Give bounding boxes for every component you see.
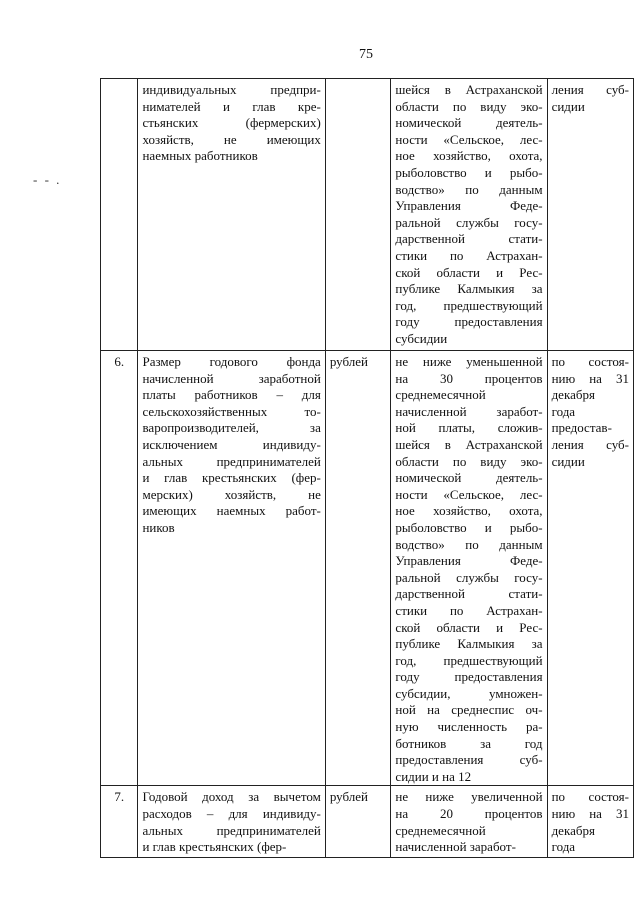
text-line: ральной службы госу-	[395, 214, 543, 230]
text-line: по состоя-	[551, 789, 629, 805]
reference-date	[547, 351, 633, 786]
text-line: ления суб-	[551, 436, 629, 452]
text-line: сидии	[551, 453, 585, 469]
text-line: ской области и Рес-	[395, 264, 543, 280]
indicator-value	[391, 79, 547, 351]
text-line: ности «Сельское, лес-	[395, 131, 543, 147]
text-line: начисленной заработной	[142, 370, 321, 386]
indicator-name	[138, 79, 325, 351]
text-line: хозяйств, не имеющих	[142, 131, 321, 147]
text-line: имеющих наемных работ-	[142, 503, 321, 519]
text-line: номической деятель-	[395, 470, 543, 486]
text-line: расходов – для индивиду-	[142, 806, 321, 822]
text-line: области по виду эко-	[395, 453, 543, 469]
text-line: платы работников – для	[142, 387, 321, 403]
text-line: ной на среднеспис оч-	[395, 702, 543, 718]
text-line: сидии и на 12	[395, 768, 472, 784]
text-line: на 30 процентов	[395, 370, 543, 386]
text-line: сидии	[551, 98, 585, 114]
row-number: 7.	[101, 786, 138, 858]
text-line: стики по Астрахан-	[395, 247, 543, 263]
text-line: и глав крестьянских (фер-	[142, 470, 321, 486]
text-line: ской области и Рес-	[395, 619, 543, 635]
text-line: публике Калмыкия за	[395, 636, 543, 652]
text-line: альных предпринимателей	[142, 822, 321, 838]
text-line: начисленной заработ-	[395, 839, 516, 855]
text-line: начисленной заработ-	[395, 403, 543, 419]
text-line: предостав-	[551, 420, 612, 436]
reference-date	[547, 79, 633, 351]
text-line: стьянских (фермерских)	[142, 115, 321, 131]
text-line: исключением индивиду-	[142, 436, 321, 452]
text-line: мерских) хозяйств, не	[142, 486, 321, 502]
text-line: ной платы, сложив-	[395, 420, 543, 436]
text-line: не ниже уменьшенной	[395, 354, 543, 369]
row-number: 6.	[101, 351, 138, 786]
text-line: Размер годового фонда	[142, 354, 321, 369]
text-line: ления суб-	[551, 82, 629, 97]
text-line: декабря	[551, 387, 595, 403]
text-line: среднемесячной	[395, 387, 486, 403]
unit-of-measure: рублей	[325, 786, 391, 858]
text-line: ральной службы госу-	[395, 569, 543, 585]
text-line: ботников за год	[395, 735, 543, 751]
text-line: публике Калмыкия за	[395, 281, 543, 297]
text-line: индивидуальных предпри-	[142, 82, 321, 97]
table-row	[101, 786, 634, 858]
unit-of-measure: рублей	[325, 351, 391, 786]
text-line: на 20 процентов	[395, 806, 543, 822]
text-line: субсидии, умножен-	[395, 685, 543, 701]
text-line: стики по Астрахан-	[395, 602, 543, 618]
indicators-table	[100, 78, 634, 858]
row-number	[101, 79, 138, 351]
indicator-name	[138, 351, 325, 786]
text-line: области по виду эко-	[395, 98, 543, 114]
indicator-name	[138, 786, 325, 858]
text-line: году предоставления	[395, 669, 543, 685]
table-row	[101, 79, 634, 351]
text-line: шейся в Астраханской	[395, 82, 543, 97]
text-line: рыболовство и рыбо-	[395, 519, 543, 535]
text-line: сельскохозяйственных то-	[142, 403, 321, 419]
text-line: ное хозяйство, охота,	[395, 503, 543, 519]
text-line: года	[551, 839, 576, 855]
text-line: варопроизводителей, за	[142, 420, 321, 436]
text-line: предоставления суб-	[395, 752, 543, 768]
text-line: среднемесячной	[395, 822, 486, 838]
indicator-value	[391, 351, 547, 786]
text-line: по состоя-	[551, 354, 629, 369]
margin-mark: - - .	[33, 172, 62, 187]
text-line: дарственной стати-	[395, 586, 543, 602]
text-line: ников	[142, 519, 175, 535]
text-line: альных предпринимателей	[142, 453, 321, 469]
table-row	[101, 351, 634, 786]
text-line: рыболовство и рыбо-	[395, 164, 543, 180]
text-line: шейся в Астраханской	[395, 436, 543, 452]
reference-date	[547, 786, 633, 858]
text-line: год, предшествующий	[395, 297, 543, 313]
text-line: ности «Сельское, лес-	[395, 486, 543, 502]
text-line: Годовой доход за вычетом	[142, 789, 321, 805]
text-line: года	[551, 403, 576, 419]
text-line: декабря	[551, 822, 595, 838]
text-line: дарственной стати-	[395, 231, 543, 247]
text-line: Управления Феде-	[395, 198, 543, 214]
text-line: водство» по данным	[395, 536, 543, 552]
page-number: 75	[359, 47, 373, 62]
text-line: субсидии	[395, 330, 448, 346]
text-line: нимателей и глав кре-	[142, 98, 321, 114]
text-line: водство» по данным	[395, 181, 543, 197]
unit-of-measure	[325, 79, 391, 351]
text-line: ное хозяйство, охота,	[395, 148, 543, 164]
text-line: и глав крестьянских (фер-	[142, 839, 287, 855]
text-line: не ниже увеличенной	[395, 789, 543, 805]
text-line: году предоставления	[395, 314, 543, 330]
text-line: ную численность ра-	[395, 719, 543, 735]
text-line: нию на 31	[551, 370, 629, 386]
text-line: наемных работников	[142, 148, 258, 164]
text-line: год, предшествующий	[395, 652, 543, 668]
text-line: Управления Феде-	[395, 553, 543, 569]
text-line: нию на 31	[551, 806, 629, 822]
indicator-value	[391, 786, 547, 858]
text-line: номической деятель-	[395, 115, 543, 131]
